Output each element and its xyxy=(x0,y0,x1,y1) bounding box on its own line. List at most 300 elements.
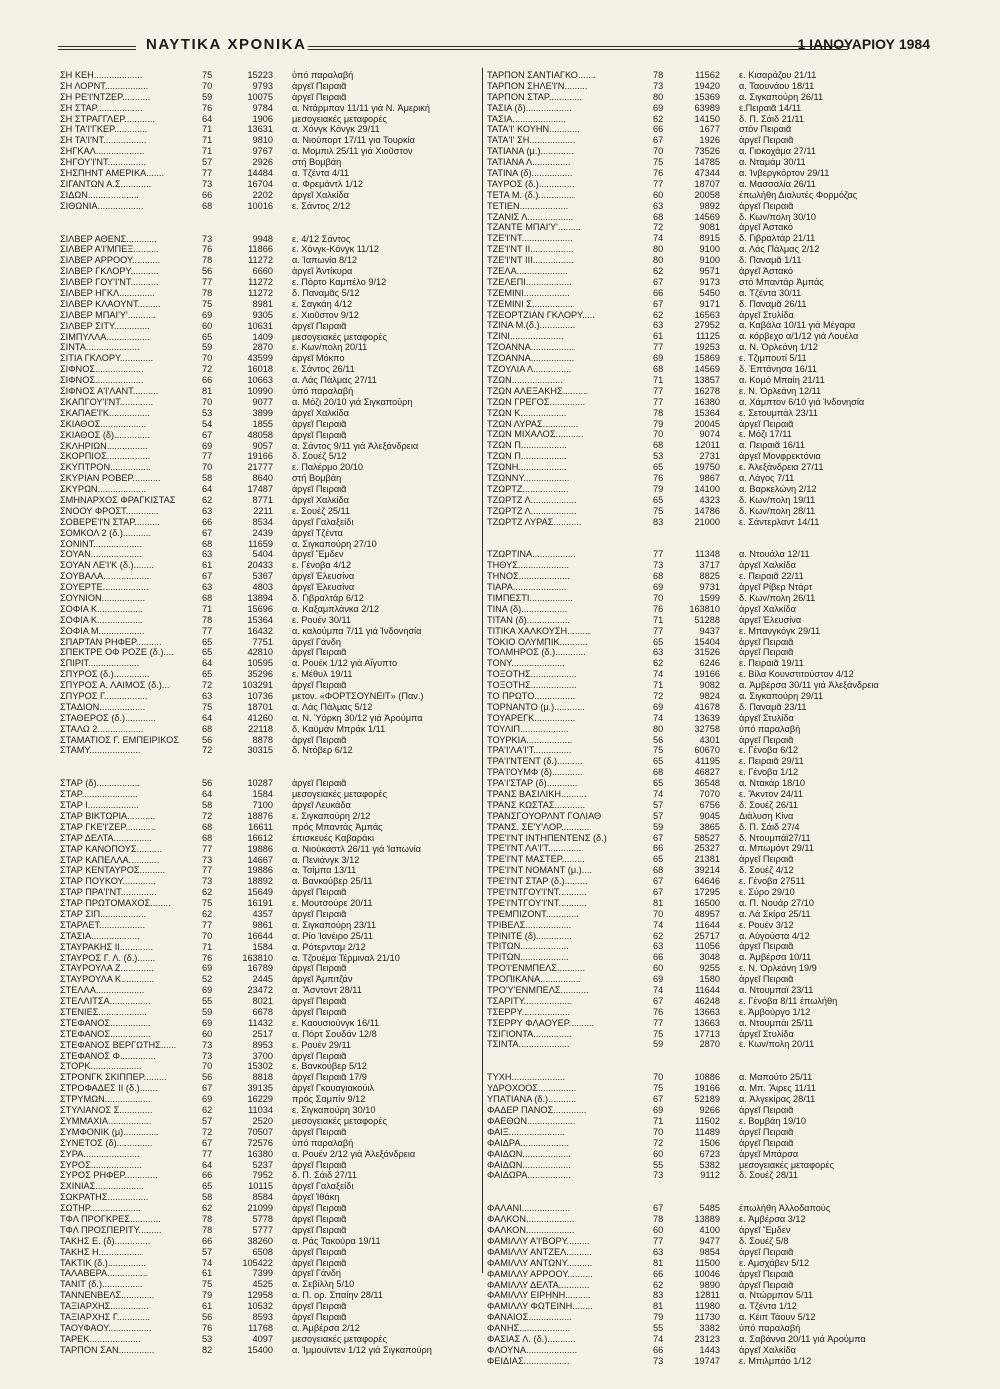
build-year: 72 xyxy=(202,811,213,821)
ship-name: ΦΕΙΔΙΑΣ.................. xyxy=(487,1355,570,1366)
build-year: 66 xyxy=(202,1170,213,1181)
build-year: 67 xyxy=(202,571,213,582)
ship-name: ΤΑΟΥΦΑΟΥ................. xyxy=(60,1322,152,1333)
ship-status: ε. 4/12 Σάντος xyxy=(292,233,351,244)
tonnage: 11562 xyxy=(695,70,720,80)
ship-row xyxy=(60,342,478,353)
build-year: 67 xyxy=(653,876,664,887)
tonnage: 14569 xyxy=(694,211,720,222)
ship-row xyxy=(60,996,478,1007)
ship-row xyxy=(60,1018,478,1029)
tonnage: 163810 xyxy=(242,952,273,963)
build-year: 70 xyxy=(653,1072,664,1083)
tonnage: 73526 xyxy=(694,146,720,157)
ship-name: ΣΙΛΒΕΡ ΗΓΚΛ.............. xyxy=(60,288,155,299)
tonnage: 20058 xyxy=(694,189,720,200)
ship-row xyxy=(487,517,927,528)
ship-name: ΤΑΤΑ'Ι' ΣΗ.................. xyxy=(487,135,576,146)
ship-name: ΤΡΑΝΣ ΒΑΣΙΛΙΚΗ.......... xyxy=(487,789,587,799)
ship-row xyxy=(487,320,927,331)
tonnage: 1906 xyxy=(252,113,273,124)
build-year: 69 xyxy=(653,974,664,985)
ship-row xyxy=(487,190,927,201)
build-year: 67 xyxy=(653,1203,664,1214)
ship-name: ΤΗΝΟΣ.................... xyxy=(487,571,570,582)
build-year: 75 xyxy=(202,70,213,80)
ship-status: ἀργεῖ Ἔμδεν xyxy=(739,1225,791,1236)
build-year: 76 xyxy=(653,472,664,483)
tonnage: 11502 xyxy=(695,1115,720,1126)
tonnage: 2445 xyxy=(252,974,273,985)
build-year: 66 xyxy=(202,375,213,386)
tonnage: 2439 xyxy=(252,527,273,538)
build-year: 70 xyxy=(202,930,213,941)
ship-status: μεσογειακές μεταφορές xyxy=(292,1333,387,1344)
tonnage: 11768 xyxy=(248,1322,273,1333)
tonnage: 1584 xyxy=(252,941,273,952)
build-year: 71 xyxy=(202,135,213,146)
ship-row xyxy=(60,484,478,495)
ship-row xyxy=(60,942,478,953)
ship-name: ΤΡΟ'Ι'ΕΝΜΠΕΛΣ........... xyxy=(487,963,586,974)
ship-status: δ. Σουέζ 5/12 xyxy=(292,451,347,462)
ship-name: ΣΥΝΕΤΟΣ (δ).............. xyxy=(60,1137,153,1148)
ship-status: α. Νταкάρ 18/10 xyxy=(739,778,805,789)
ship-row xyxy=(487,429,927,440)
ship-row xyxy=(60,386,478,397)
ship-status: α. Τζέντα 1/12 xyxy=(739,1301,797,1312)
ship-name: ΣΙΛΒΕΡ Α'Ι'ΜΠΕΞ.......... xyxy=(60,244,159,255)
ship-status: μεσογειακές μεταφορές xyxy=(292,1115,387,1126)
ship-status: ἐπισκευές Καβαράκι xyxy=(292,832,375,843)
build-year: 70 xyxy=(653,1126,664,1137)
ship-name: ΦΑΔΕΡ ΠΑΝΟΣ............. xyxy=(487,1105,587,1116)
ship-row xyxy=(60,114,478,125)
ship-row xyxy=(487,92,927,103)
ship-row xyxy=(487,408,927,419)
ship-status: ε. Γένοβα 4/12 xyxy=(292,560,352,571)
build-year: 61 xyxy=(202,1301,213,1312)
ship-name: ΣΟΝΙΝΤ................... xyxy=(60,538,142,549)
tonnage: 15649 xyxy=(247,887,273,898)
left-column xyxy=(60,70,478,1378)
ship-row xyxy=(487,1290,927,1301)
build-year: 64 xyxy=(202,113,213,124)
build-year: 59 xyxy=(202,342,213,353)
ship-name: ΣΤΑΡ ΠΟΥΚΟΥ............. xyxy=(60,876,156,887)
ship-name: ΣΥΡΑ...................... xyxy=(60,1148,140,1159)
ship-status: ε. Μπανγκόγκ 29/11 xyxy=(739,625,821,636)
ship-name: ΤΡΑ'Ι'ΛΑ'Ι'Τ............... xyxy=(487,745,572,756)
ship-name: ΣΚΟΡΠΙΟΣ................. xyxy=(60,451,151,462)
tonnage: 42810 xyxy=(247,647,273,658)
ship-status: ἀργεῖ Χαλκίδα xyxy=(292,407,349,418)
ship-status: α. Ἰμμουϊντεν 1/12 γιά Σιγκαπούρη xyxy=(292,1344,432,1355)
ship-name: ΣΟΥΒΑΛΑ.................. xyxy=(60,571,150,582)
ship-status: ἀργεῖ Ρίβερ Ντάρτ xyxy=(739,582,813,593)
ship-name: ΣΙΝΤΑ..................... xyxy=(60,342,140,353)
ship-name: ΤΟΥΛΙΠ................... xyxy=(487,723,569,734)
ship-name: ΣΙΘΩΝΙΑ.................. xyxy=(60,200,144,211)
tonnage: 9571 xyxy=(699,266,720,277)
build-year: 71 xyxy=(202,941,213,952)
build-year: 66 xyxy=(653,1344,664,1355)
ship-name: ΤΑΝΝΕΝΒΕΛΣ............. xyxy=(60,1290,155,1301)
tonnage: 5382 xyxy=(699,1159,720,1170)
ship-name: ΤΑΚΤΙΚ (δ.)............... xyxy=(60,1257,147,1268)
tonnage: 9477 xyxy=(699,1235,720,1246)
ship-row xyxy=(60,1258,478,1269)
tonnage: 3865 xyxy=(699,821,720,832)
ship-row xyxy=(487,909,927,920)
build-year: 81 xyxy=(653,897,664,908)
tonnage: 1926 xyxy=(699,135,720,146)
ship-name: ΤΡΑΝΣΓΟΥΟΡΛΝΤ ΓΟΛΙΑΘ xyxy=(487,810,602,821)
ship-row xyxy=(487,843,927,854)
tonnage: 10016 xyxy=(247,200,273,211)
tonnage: 52189 xyxy=(694,1094,720,1105)
tonnage: 23123 xyxy=(694,1333,720,1344)
ship-status: πρός Σαμπίν 9/12 xyxy=(292,1094,366,1105)
tonnage: 10631 xyxy=(247,320,273,331)
build-year: 70 xyxy=(202,80,213,91)
ship-status: α. Π. Νουάρ 27/10 xyxy=(739,897,815,908)
build-year: 68 xyxy=(653,364,664,375)
header-rule-left xyxy=(58,46,136,50)
ship-status: ὑπό παραλαβή xyxy=(739,1323,801,1334)
ship-name: ΦΑΛΚΟΝ................... xyxy=(487,1225,575,1236)
tonnage: 9890 xyxy=(699,1279,720,1290)
build-year: 69 xyxy=(202,1094,213,1105)
ship-row xyxy=(60,299,478,310)
tonnage: 9266 xyxy=(699,1105,720,1116)
build-year: 55 xyxy=(653,1159,664,1170)
build-year: 79 xyxy=(202,1290,213,1301)
build-year: 65 xyxy=(653,636,664,647)
tonnage: 17713 xyxy=(694,1028,720,1039)
tonnage: 9767 xyxy=(252,146,273,157)
ship-row xyxy=(487,735,927,746)
ship-name: ΣΙΦΝΟΣ Α'Ι'ΛΑΝΤ.......... xyxy=(60,386,159,397)
ship-row xyxy=(487,952,927,963)
tonnage: 8584 xyxy=(252,1192,273,1203)
ship-status: α. Ράς Τακούρα 19/11 xyxy=(292,1235,381,1246)
ship-status: ε. Πειραιᾶ 19/11 xyxy=(739,658,804,669)
ship-row xyxy=(60,898,478,909)
build-year: 72 xyxy=(202,364,213,375)
ship-name: ΣΤΑΥΡΟΥΛΑ Κ............. xyxy=(60,974,155,985)
tonnage: 13631 xyxy=(247,124,273,135)
tonnage: 9824 xyxy=(699,690,720,701)
ship-row xyxy=(60,702,478,713)
tonnage: 63989 xyxy=(694,102,720,113)
tonnage: 18892 xyxy=(247,876,273,887)
ship-status: α. Μπ. Ἄιρες 11/11 xyxy=(739,1083,816,1094)
build-year: 74 xyxy=(653,985,664,996)
ship-name: ΣΙΛΒΕΡ ΑΡΡΟΟΥ........... xyxy=(60,255,161,266)
ship-row xyxy=(487,135,927,146)
ship-status: ἀργεῖ Πειραιᾶ xyxy=(292,1007,347,1018)
ship-row xyxy=(487,288,927,299)
build-year: 71 xyxy=(202,603,213,614)
build-year: 65 xyxy=(653,462,664,473)
build-year: 83 xyxy=(653,516,664,527)
ship-status: ἀργεῖ Πειραιᾶ xyxy=(292,1301,347,1312)
ship-name: ΤΑΞΙΑΡΧΗΣ Γ............. xyxy=(60,1311,151,1322)
build-year: 61 xyxy=(202,1268,213,1279)
tonnage: 8771 xyxy=(252,494,273,505)
tonnage: 19750 xyxy=(694,462,720,473)
ship-status: μεσογειακές μεταφορές xyxy=(292,331,387,342)
build-year: 73 xyxy=(653,1355,664,1366)
build-year: 78 xyxy=(653,407,664,418)
build-year: 75 xyxy=(653,1083,664,1094)
build-year: 67 xyxy=(653,298,664,309)
ship-row xyxy=(60,1225,478,1236)
ship-row xyxy=(60,1116,478,1127)
build-year: 73 xyxy=(653,80,664,91)
ship-status: ἀργεῖ Μόκπο xyxy=(292,353,345,364)
build-year: 76 xyxy=(653,603,664,614)
ship-name: ΣΟΦΙΑ Μ.................. xyxy=(60,625,145,636)
ship-status: ε. Βίλα Κουνστιτούστον 4/12 xyxy=(739,669,854,680)
ship-status: ε. Βανκούβερ 5/12 xyxy=(292,1061,367,1072)
build-year: 81 xyxy=(653,1257,664,1268)
ship-row xyxy=(487,1083,927,1094)
ship-name: ΣΤΑΣΙΑ................... xyxy=(60,930,140,941)
ship-status: δ. Π. Σάιδ 27/4 xyxy=(739,821,800,832)
build-year: 75 xyxy=(653,157,664,168)
ship-row xyxy=(487,691,927,702)
ship-row xyxy=(60,1181,478,1192)
tonnage: 103291 xyxy=(242,680,273,691)
ship-name: ΤΖΩΝ ΓΡΕΓΟΣ.............. xyxy=(487,396,586,407)
ship-status: ἐπωλήθη Ἀλλοδαπούς xyxy=(739,1203,831,1214)
ship-status: πρός Μπαντάς Ἀμπάς xyxy=(292,821,383,832)
build-year: 62 xyxy=(653,113,664,124)
tonnage: 15869 xyxy=(694,353,720,364)
ship-list-block xyxy=(487,70,927,527)
ship-name: ΤΣΙΓΙΟΝΤΑ............... xyxy=(487,1028,572,1039)
ship-name: ΣΙΛΒΕΡ ΓΚΛΟΡΥ........... xyxy=(60,266,159,277)
tonnage: 11056 xyxy=(695,941,720,952)
ship-row xyxy=(60,1203,478,1214)
ship-status: α. Χάμπτον 6/10 γιά Ἰνδονησία xyxy=(739,396,865,407)
tonnage: 9081 xyxy=(699,222,720,233)
ship-status: α. Μαπούτο 25/11 xyxy=(739,1072,813,1083)
tonnage: 10075 xyxy=(247,91,273,102)
ship-name: ΦΑΜΙΛΛΥ ΔΕΛΤΑ............ xyxy=(487,1279,590,1290)
ship-name: ΣΙΛΒΕΡ ΜΠΑΙ'Υ'........... xyxy=(60,309,156,320)
build-year: 79 xyxy=(653,483,664,494)
ship-status: Διάλυση Κίνα xyxy=(739,810,794,821)
ship-status: μεσογειακές μεταφορές xyxy=(292,113,387,124)
tonnage: 11980 xyxy=(695,1301,720,1312)
ship-row xyxy=(487,767,927,778)
build-year: 76 xyxy=(202,244,213,255)
ship-name: ΤΦΛ ΠΡΟΓΚΡΕΣ............ xyxy=(60,1213,161,1224)
build-year: 73 xyxy=(202,178,213,189)
ship-row xyxy=(487,1029,927,1040)
ship-status: ε.Πειραιᾶ 14/11 xyxy=(739,102,802,113)
tonnage: 9861 xyxy=(252,919,273,930)
build-year: 71 xyxy=(653,614,664,625)
build-year: 53 xyxy=(653,451,664,462)
ship-row xyxy=(60,789,478,800)
build-year: 80 xyxy=(653,244,664,255)
ship-name: ΤΕΤΑ Μ. (δ.).............. xyxy=(487,189,575,200)
ship-status: α. Ρότερνταμ 2/12 xyxy=(292,941,366,952)
ship-name: ΣΠΑΡΤΑΝ ΡΗΦΕΡ.......... xyxy=(60,636,162,647)
ship-status: α. Ταουνάου 18/11 xyxy=(739,80,815,91)
ship-row xyxy=(487,811,927,822)
tonnage: 5450 xyxy=(699,287,720,298)
ship-row xyxy=(487,179,927,190)
ship-status: ἀργεῖ Ἐλευσίνα xyxy=(292,571,355,582)
tonnage: 4803 xyxy=(252,582,273,593)
build-year: 57 xyxy=(202,1115,213,1126)
ship-row xyxy=(487,1170,927,1181)
ship-row xyxy=(60,234,478,245)
ship-name: ΤΑΡΠΟΝ ΣΤΑΡ............. xyxy=(487,91,583,102)
tonnage: 1855 xyxy=(252,418,273,429)
ship-name: ΤΖΕ'Ι'ΝΤ ΙΙΙ................ xyxy=(487,255,574,266)
ship-status: ἀργεῖ Στυλίδα xyxy=(739,712,794,723)
ship-row xyxy=(60,1247,478,1258)
tonnage: 15696 xyxy=(247,603,273,614)
tonnage: 9100 xyxy=(699,255,720,266)
ship-row xyxy=(487,1269,927,1280)
tonnage: 47344 xyxy=(694,168,720,179)
ship-status: α. Αὐγούστα 4/12 xyxy=(739,930,810,941)
build-year: 70 xyxy=(653,908,664,919)
ship-status: α. Πενιάνγκ 3/12 xyxy=(292,854,360,865)
ship-status: ἀργεῖ Στυλίδα xyxy=(739,1028,794,1039)
tonnage: 1443 xyxy=(699,1344,720,1355)
ship-row xyxy=(60,1334,478,1345)
ship-row xyxy=(60,517,478,528)
tonnage: 15223 xyxy=(247,70,273,80)
tonnage: 21000 xyxy=(694,516,720,527)
ship-status: ἀργεῖ Πειραιᾶ xyxy=(292,909,347,920)
ship-row xyxy=(487,549,927,560)
tonnage: 16612 xyxy=(247,832,273,843)
ship-name: ΣΚΙΑΘΟΣ.................. xyxy=(60,418,147,429)
ship-row xyxy=(60,244,478,255)
build-year: 67 xyxy=(202,1083,213,1094)
ship-name: ΤΖΙΝΙ..................... xyxy=(487,331,564,342)
ship-row xyxy=(487,1236,927,1247)
ship-name: ΤΡΑ'Ι'ΝΤΕΝΤ (δ.).......... xyxy=(487,756,583,767)
tonnage: 41260 xyxy=(247,712,273,723)
build-year: 67 xyxy=(202,527,213,538)
ship-name: ΣΤΡΟΦΑΔΕΣ ΙΙ (δ.)....... xyxy=(60,1083,158,1094)
ship-row xyxy=(487,495,927,506)
ship-status: ἀργεῖ Πειραιᾶ xyxy=(292,1050,347,1061)
ship-row xyxy=(60,615,478,626)
ship-name: ΤΖΩΡΤΙΝΑ................. xyxy=(487,549,576,560)
tonnage: 2202 xyxy=(252,189,273,200)
build-year: 75 xyxy=(653,745,664,756)
ship-status: α. Κομό Μπαίη 21/11 xyxy=(739,374,825,385)
build-year: 77 xyxy=(202,919,213,930)
ship-status: ἀργεῖ Πειραιᾶ xyxy=(292,1257,347,1268)
ship-row xyxy=(60,277,478,288)
tonnage: 15404 xyxy=(694,636,720,647)
tonnage: 11034 xyxy=(248,1105,273,1116)
ship-row xyxy=(60,255,478,266)
build-year: 69 xyxy=(202,1017,213,1028)
tonnage: 15369 xyxy=(694,91,720,102)
tonnage: 6246 xyxy=(699,658,720,669)
build-year: 78 xyxy=(202,1224,213,1235)
ship-name: ΤΡΕΜΠΙΖΟΝΤ............. xyxy=(487,908,579,919)
ship-row xyxy=(60,430,478,441)
ship-name: ΣΤΕΛΛΙΤΣΑ................ xyxy=(60,996,151,1007)
tonnage: 22118 xyxy=(248,723,273,734)
ship-name: ΣΟΥΑΝ.................... xyxy=(60,549,142,560)
ship-name: ΤΖΕ'Ι'ΝΤ ΙΙ................. xyxy=(487,244,574,255)
ship-status: δ. Κων/πολη 19/11 xyxy=(739,494,816,505)
tonnage: 19166 xyxy=(694,669,720,680)
ship-status: ε. Πειραιᾶ 29/11 xyxy=(739,756,804,767)
ship-status: α. Πόρτ Σουδάν 12/8 xyxy=(292,1028,377,1039)
tonnage: 18701 xyxy=(247,701,273,712)
ship-status: ε. Παλέρμο 20/10 xyxy=(292,462,364,473)
build-year: 71 xyxy=(653,680,664,691)
ship-row xyxy=(60,1072,478,1083)
ship-row xyxy=(60,353,478,364)
tonnage: 10736 xyxy=(247,690,273,701)
ship-name: ΣΩΚΡΑΤΗΣ................ xyxy=(60,1192,149,1203)
ship-status: ἀργεῖ Γάνδη xyxy=(292,1268,342,1279)
build-year: 83 xyxy=(653,1290,664,1301)
tonnage: 9100 xyxy=(699,244,720,255)
ship-name: ΦΑΙΔΩΝ................... xyxy=(487,1159,571,1170)
tonnage: 19886 xyxy=(247,865,273,876)
tonnage: 14100 xyxy=(694,483,720,494)
ship-row xyxy=(487,1138,927,1149)
ship-status: ὑπό παραλαβή xyxy=(739,723,801,734)
tonnage: 60670 xyxy=(694,745,720,756)
ship-row xyxy=(60,70,478,81)
ship-row xyxy=(487,440,927,451)
ship-name: ΣΤΡΥΜΩΝ.................. xyxy=(60,1094,151,1105)
ship-row xyxy=(60,626,478,637)
ship-status: ε. Ρουέν 3/12 xyxy=(739,919,794,930)
ship-name: ΦΑΜΙΛΛΥ ΕΙΡΗΝΗ.......... xyxy=(487,1290,591,1301)
ship-status: ἀργεῖ Πειραιᾶ xyxy=(739,941,794,952)
build-year: 77 xyxy=(653,385,664,396)
build-year: 77 xyxy=(653,178,664,189)
ship-row xyxy=(487,680,927,691)
ship-status: δ. Σουέζ 28/11 xyxy=(739,1170,799,1181)
ship-status: ε. Ἀμβέρσα 3/12 xyxy=(739,1214,806,1225)
tonnage: 46248 xyxy=(694,995,720,1006)
ship-status: α. Σιγκαπούρη 26/11 xyxy=(739,91,824,102)
tonnage: 7751 xyxy=(252,636,273,647)
ship-status: α. Χόνγκ Κόνγκ 29/11 xyxy=(292,124,380,135)
ship-status: ε. Ν. Ὀρλεάνη 12/11 xyxy=(739,385,822,396)
tonnage: 8915 xyxy=(699,233,720,244)
ship-row xyxy=(487,756,927,767)
ship-name: ΤΑΡΠΟΝ ΣΑΝΤΙΑΓΚΟ....... xyxy=(487,70,596,80)
build-year: 62 xyxy=(202,1105,213,1116)
ship-row xyxy=(60,201,478,212)
ship-row xyxy=(487,887,927,898)
ship-status: ἀργεῖ Πειραιᾶ xyxy=(739,200,794,211)
build-year: 70 xyxy=(202,1061,213,1072)
